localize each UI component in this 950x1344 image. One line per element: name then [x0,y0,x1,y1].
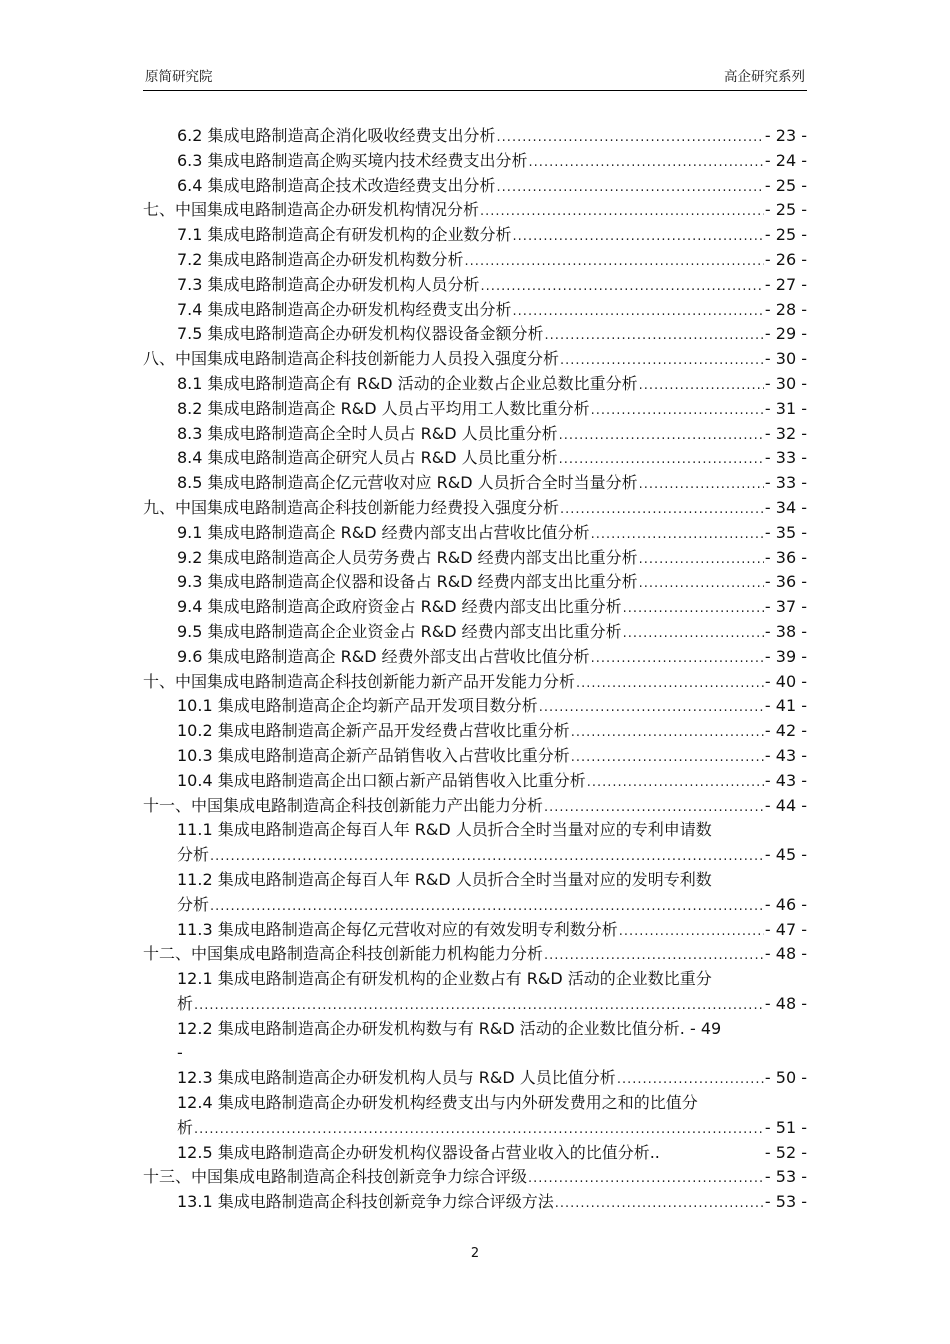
toc-entry-page: - 51 - [764,1117,807,1137]
toc-dot-leader [559,424,764,447]
toc-entry-page: - 48 - [764,993,807,1013]
toc-entry-title: 九、中国集成电路制造高企科技创新能力经费投入强度分析 [143,497,560,517]
toc-entry[interactable] [143,1066,807,1091]
toc-entry[interactable] [143,273,807,298]
toc-entry[interactable] [143,694,807,719]
toc-entry-title: 11.1 集成电路制造高企每百人年 R&D 人员折合全时当量对应的专利申请数 [177,820,712,840]
toc-entry[interactable] [143,149,807,174]
toc-dot-leader [639,374,764,397]
toc-entry-page: - 36 - [764,547,807,567]
toc-entry[interactable] [143,347,807,372]
toc-dot-leader [481,275,764,298]
toc-entry-page: - 46 - [764,894,807,914]
toc-entry[interactable] [143,422,807,447]
toc-dot-leader [513,225,764,248]
toc-entry[interactable] [143,471,807,496]
toc-entry[interactable] [143,397,807,422]
toc-entry[interactable] [143,372,807,397]
toc-dot-leader [559,448,764,471]
toc-entry-title: 8.5 集成电路制造高企亿元营收对应 R&D 人员折合全时当量分析 [177,473,638,493]
toc-entry-title: 10.1 集成电路制造高企企均新产品开发项目数分析 [177,696,538,716]
toc-dot-leader [639,548,764,571]
toc-entry[interactable] [143,942,807,967]
toc-entry[interactable] [143,570,807,595]
toc-dot-leader [617,1068,764,1091]
toc-entry-title: 十三、中国集成电路制造高企科技创新竞争力综合评级 [143,1167,528,1187]
toc-entry[interactable] [143,248,807,273]
toc-entry-page: - 53 - [764,1167,807,1187]
page-header [143,66,807,91]
toc-entry-page: - 32 - [764,423,807,443]
toc-entry-title: 8.2 集成电路制造高企 R&D 人员占平均用工人数比重分析 [177,398,590,418]
toc-dot-leader [576,672,764,695]
toc-entry[interactable] [143,595,807,620]
toc-entry-title: 七、中国集成电路制造高企办研发机构情况分析 [143,200,480,220]
toc-dot-leader [623,597,764,620]
toc-entry-page: - 33 - [764,448,807,468]
toc-entry-title: 十二、中国集成电路制造高企科技创新能力机构能力分析 [143,944,544,964]
toc-entry[interactable] [143,546,807,571]
toc-entry-page: - 33 - [764,473,807,493]
toc-entry-page: - 23 - [764,126,807,145]
table-of-contents [143,124,807,1215]
toc-entry-page: - 24 - [764,150,807,170]
toc-entry-page: - 37 - [764,597,807,617]
toc-entry-page: - 53 - [764,1192,807,1212]
toc-entry[interactable] [143,1091,807,1116]
toc-entry[interactable] [143,298,807,323]
toc-entry-title: 析 [177,993,194,1013]
toc-entry-page: - 43 - [764,745,807,765]
toc-dot-leader [528,1167,764,1190]
toc-entry[interactable] [143,198,807,223]
toc-dot-leader [210,895,764,918]
toc-dot-leader [591,523,764,546]
toc-entry-page: - 31 - [764,398,807,418]
toc-dot-leader [591,399,764,422]
toc-entry-page: - 38 - [764,621,807,641]
toc-entry-title: 11.3 集成电路制造高企每亿元营收对应的有效发明专利数分析 [177,919,618,939]
toc-entry-title: 12.2 集成电路制造高企办研发机构数与有 R&D 活动的企业数比值分析. - 49 [177,1018,722,1038]
toc-entry-title: 7.4 集成电路制造高企办研发机构经费支出分析 [177,299,512,319]
toc-entry[interactable] [143,918,807,943]
toc-entry-title: 6.4 集成电路制造高企技术改造经费支出分析 [177,175,496,195]
toc-entry[interactable] [143,843,807,868]
toc-entry-page: - 39 - [764,646,807,666]
toc-entry[interactable] [143,1190,807,1215]
toc-dot-leader [560,498,764,521]
toc-dot-leader [619,920,764,943]
toc-entry[interactable] [143,1041,807,1066]
toc-dot-leader [539,696,764,719]
toc-entry-title: - [177,1043,183,1063]
toc-dot-leader [591,647,764,670]
toc-entry-title: 12.3 集成电路制造高企办研发机构人员与 R&D 人员比值分析 [177,1068,616,1088]
toc-entry[interactable] [143,992,807,1017]
toc-dot-leader [545,324,764,347]
toc-entry-title: 12.4 集成电路制造高企办研发机构经费支出与内外研发费用之和的比值分 [177,1093,698,1113]
toc-entry-title: 十、中国集成电路制造高企科技创新能力新产品开发能力分析 [143,671,576,691]
toc-entry-title: 10.3 集成电路制造高企新产品销售收入占营收比重分析 [177,745,570,765]
toc-entry-page: - 42 - [764,721,807,741]
toc-dot-leader [544,944,764,967]
toc-entry-page: - 30 - [764,373,807,393]
toc-dot-leader [571,746,764,769]
toc-entry[interactable] [143,1116,807,1141]
toc-dot-leader [639,473,764,496]
toc-entry[interactable] [143,174,807,199]
toc-entry-page: - 35 - [764,522,807,542]
toc-dot-leader [639,572,764,595]
toc-entry-page: - 30 - [764,349,807,369]
toc-entry-page: - 50 - [764,1068,807,1088]
toc-entry-title: 9.3 集成电路制造高企仪器和设备占 R&D 经费内部支出比重分析 [177,572,638,592]
toc-entry-page: - 34 - [764,497,807,517]
toc-entry-page: - 25 - [764,200,807,220]
toc-entry[interactable] [143,1017,807,1042]
toc-entry[interactable] [143,719,807,744]
toc-entry[interactable] [143,893,807,918]
toc-entry-page: - 52 - [764,1142,807,1162]
toc-entry-title: 10.4 集成电路制造高企出口额占新产品销售收入比重分析 [177,770,586,790]
toc-entry-title: 6.2 集成电路制造高企消化吸收经费支出分析 [177,126,496,145]
toc-entry[interactable] [143,124,807,149]
toc-entry-page: - 25 - [764,225,807,245]
toc-entry-page: - 48 - [764,944,807,964]
toc-entry[interactable] [143,967,807,992]
toc-entry[interactable] [143,818,807,843]
toc-entry-page: - 47 - [764,919,807,939]
toc-entry[interactable] [143,1141,807,1166]
toc-entry-title: 8.1 集成电路制造高企有 R&D 活动的企业数占企业总数比重分析 [177,373,638,393]
toc-entry-page: - 36 - [764,572,807,592]
toc-entry-title: 分析 [177,845,210,865]
toc-entry-title: 8.4 集成电路制造高企研究人员占 R&D 人员比重分析 [177,448,558,468]
toc-dot-leader [560,349,764,372]
toc-entry[interactable] [143,794,807,819]
toc-entry-title: 7.2 集成电路制造高企办研发机构数分析 [177,249,464,269]
toc-dot-leader [194,1118,764,1141]
toc-entry-title: 9.2 集成电路制造高企人员劳务费占 R&D 经费内部支出比重分析 [177,547,638,567]
toc-dot-leader [513,300,764,323]
toc-entry-title: 12.1 集成电路制造高企有研发机构的企业数占有 R&D 活动的企业数比重分 [177,969,712,989]
toc-entry[interactable] [143,446,807,471]
toc-entry-title: 12.5 集成电路制造高企办研发机构仪器设备占营业收入的比值分析.. [177,1142,660,1162]
toc-dot-leader [465,250,764,273]
toc-entry-title: 8.3 集成电路制造高企全时人员占 R&D 人员比重分析 [177,423,558,443]
toc-entry-title: 十一、中国集成电路制造高企科技创新能力产出能力分析 [143,795,544,815]
toc-dot-leader [497,126,764,149]
toc-dot-leader [587,771,764,794]
toc-entry-title: 11.2 集成电路制造高企每百人年 R&D 人员折合全时当量对应的发明专利数 [177,869,712,889]
toc-entry-page: - 29 - [764,324,807,344]
toc-entry-title: 9.5 集成电路制造高企企业资金占 R&D 经费内部支出比重分析 [177,621,622,641]
toc-entry-title: 9.1 集成电路制造高企 R&D 经费内部支出占营收比值分析 [177,522,590,542]
toc-dot-leader [555,1192,764,1215]
toc-entry-page: - 40 - [764,671,807,691]
toc-entry-title: 9.6 集成电路制造高企 R&D 经费外部支出占营收比值分析 [177,646,590,666]
toc-dot-leader [480,200,764,223]
toc-entry[interactable] [143,868,807,893]
toc-entry-page: - 27 - [764,274,807,294]
toc-entry-title: 析 [177,1117,194,1137]
toc-entry[interactable] [143,223,807,248]
toc-entry[interactable] [143,744,807,769]
toc-entry-title: 7.3 集成电路制造高企办研发机构人员分析 [177,274,480,294]
toc-dot-leader [497,176,764,199]
toc-entry-page: - 41 - [764,696,807,716]
toc-entry-title: 13.1 集成电路制造高企科技创新竞争力综合评级方法 [177,1192,554,1212]
toc-dot-leader [623,622,764,645]
toc-entry[interactable] [143,322,807,347]
toc-dot-leader [210,845,764,868]
toc-dot-leader [571,721,764,744]
toc-entry[interactable] [143,521,807,546]
toc-dot-leader [529,151,764,174]
toc-entry[interactable] [143,670,807,695]
toc-entry-page: - 26 - [764,249,807,269]
toc-entry[interactable] [143,769,807,794]
header-series: 高企研究系列 [724,69,805,85]
toc-entry[interactable] [143,620,807,645]
toc-entry-page: - 45 - [764,845,807,865]
toc-entry[interactable] [143,645,807,670]
toc-dot-leader [194,994,764,1017]
toc-entry-title: 八、中国集成电路制造高企科技创新能力人员投入强度分析 [143,349,560,369]
toc-entry-title: 分析 [177,894,210,914]
toc-entry-title: 7.5 集成电路制造高企办研发机构仪器设备金额分析 [177,324,544,344]
toc-entry-page: - 28 - [764,299,807,319]
toc-entry-page: - 43 - [764,770,807,790]
toc-entry-title: 10.2 集成电路制造高企新产品开发经费占营收比重分析 [177,721,570,741]
toc-entry-title: 7.1 集成电路制造高企有研发机构的企业数分析 [177,225,512,245]
toc-entry-title: 6.3 集成电路制造高企购买境内技术经费支出分析 [177,150,528,170]
toc-dot-leader [544,796,764,819]
page-number: 2 [470,1246,480,1261]
toc-entry[interactable] [143,496,807,521]
toc-entry-page: - 44 - [764,795,807,815]
toc-entry-title: 9.4 集成电路制造高企政府资金占 R&D 经费内部支出比重分析 [177,597,622,617]
toc-entry[interactable] [143,1165,807,1190]
toc-entry-page: - 25 - [764,175,807,195]
header-publisher: 原简研究院 [145,69,213,85]
